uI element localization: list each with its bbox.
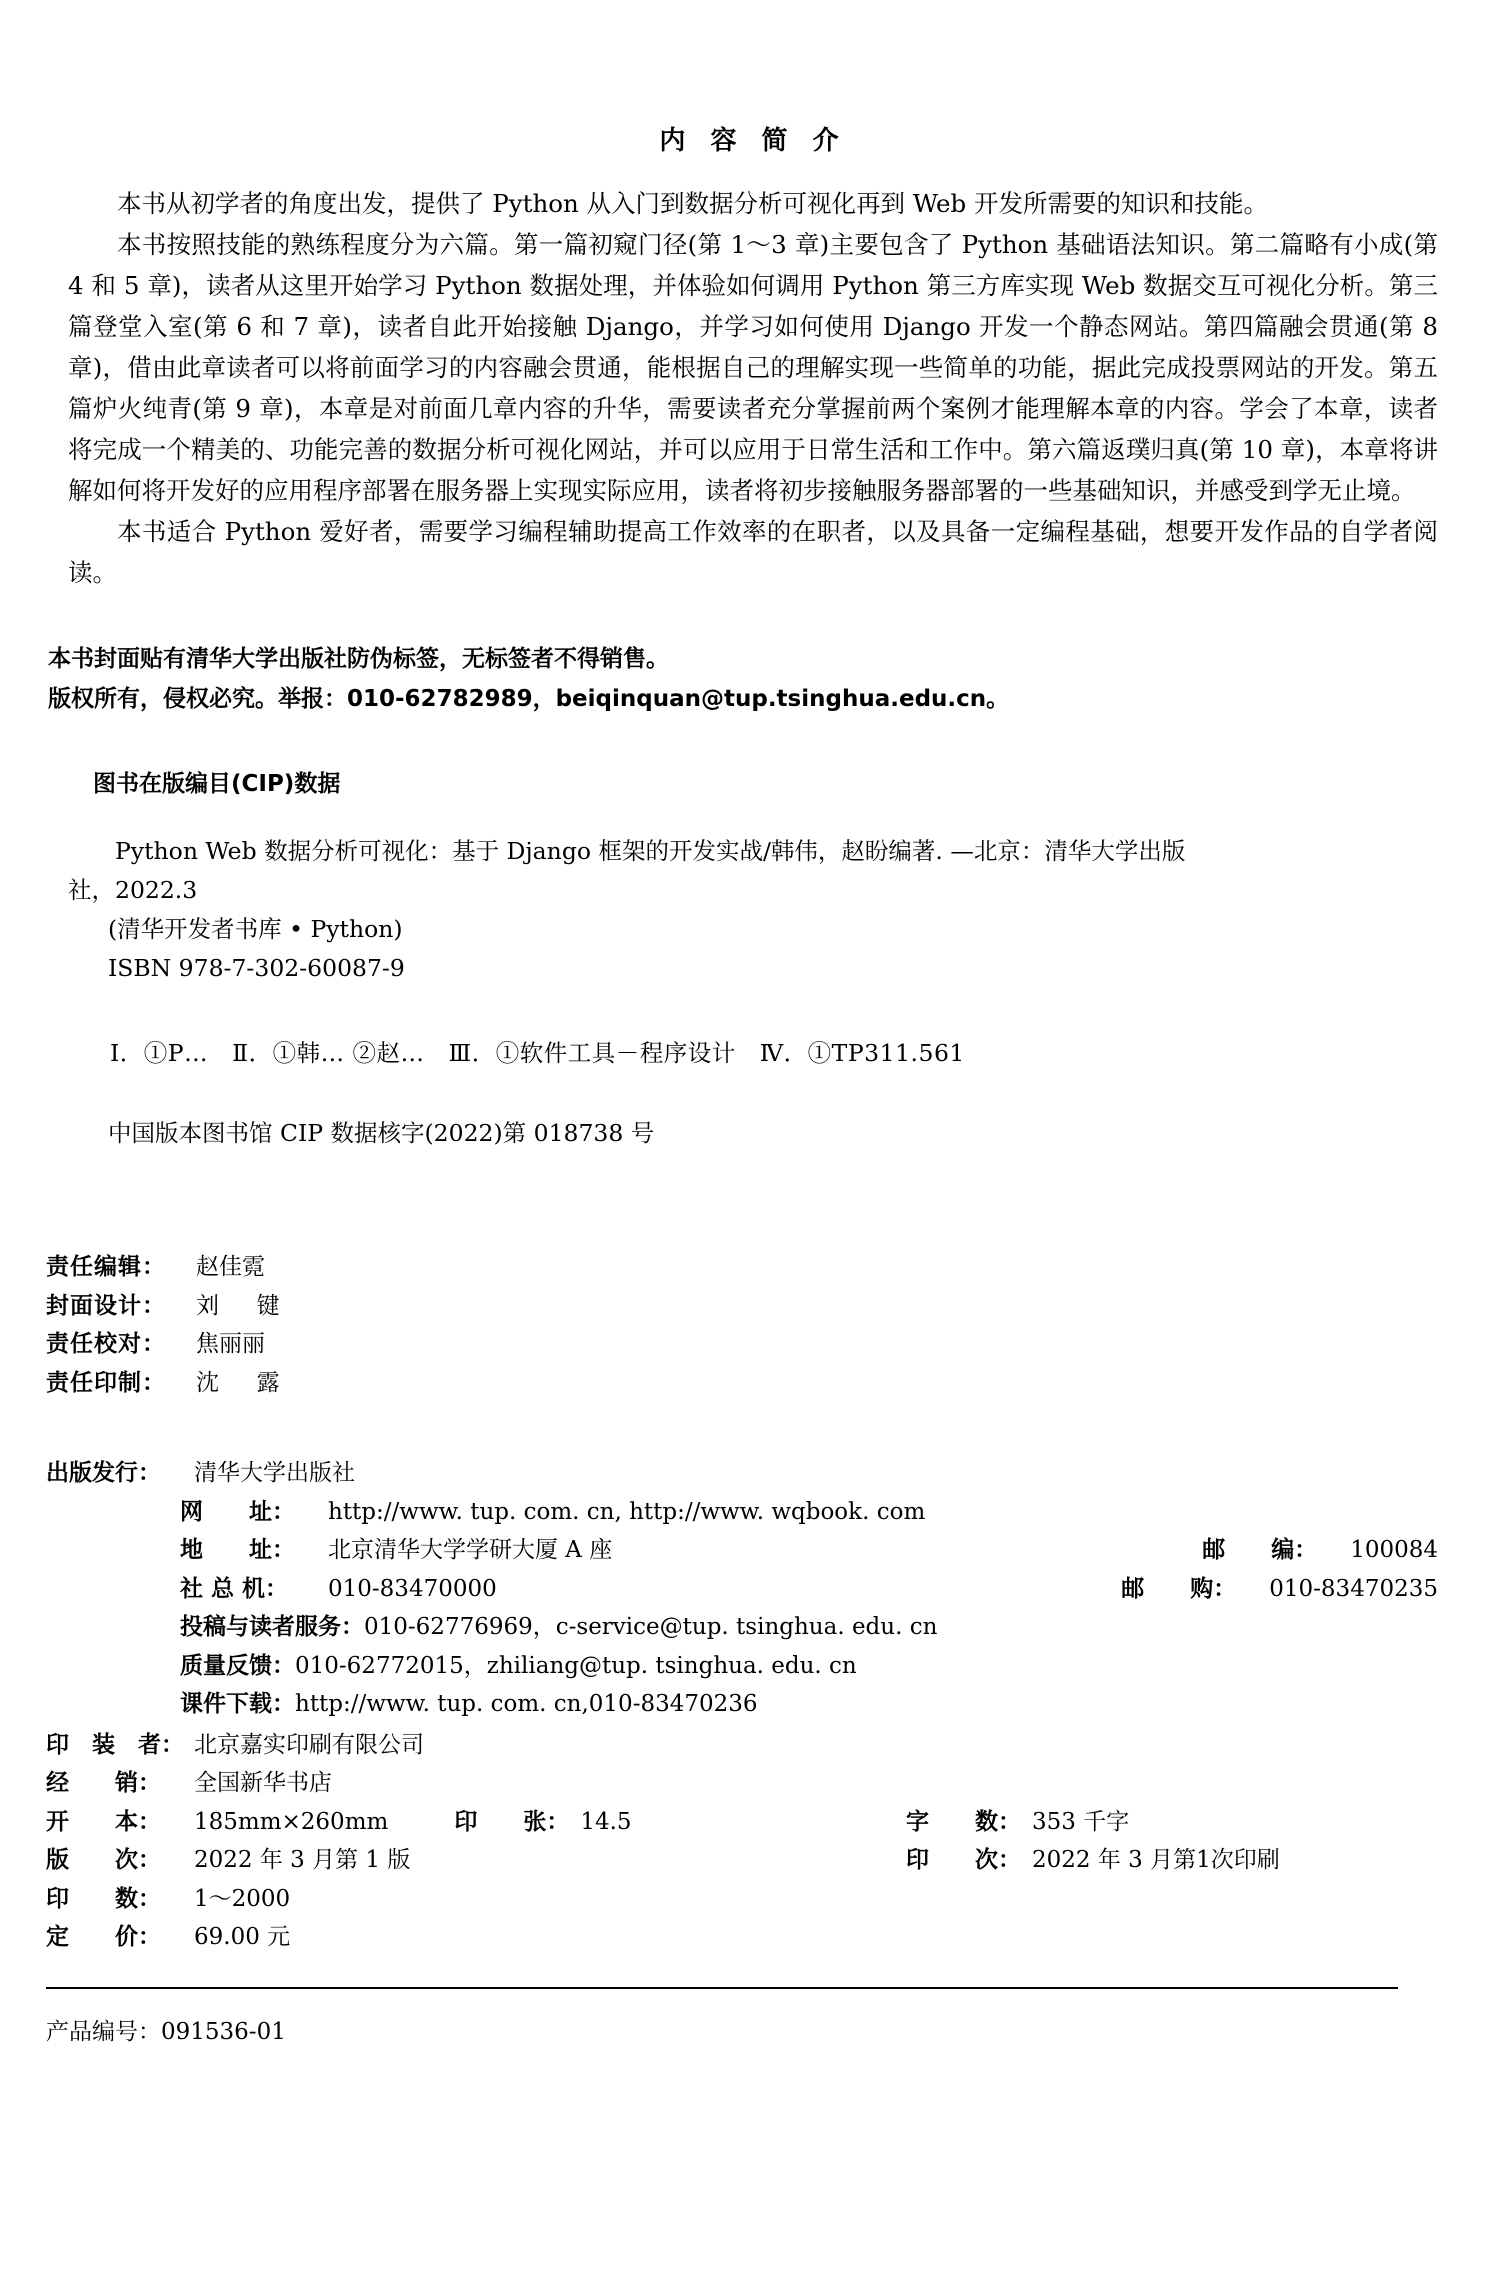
- quality-feedback-label: 质量反馈：: [180, 1652, 295, 1679]
- submission-service-label: 投稿与读者服务：: [180, 1614, 364, 1640]
- credit-label: 责任印制：: [46, 1369, 166, 1396]
- horizontal-divider: [46, 1987, 1398, 1989]
- impression-label: 印 次：: [906, 1847, 1021, 1873]
- cip-title-line: Python Web 数据分析可视化：基于 Django 框架的开发实战/韩伟，赵盼编著. —北京：清华大学出版: [115, 837, 1186, 865]
- website-label: 网 址：: [180, 1498, 295, 1525]
- publisher-value: 清华大学出版社: [194, 1460, 355, 1486]
- credit-value: 焦丽丽: [196, 1331, 265, 1357]
- quality-feedback-value: 010-62772015，zhiliang@tup. tsinghua. edu. cn: [295, 1652, 857, 1679]
- credit-label: 封面设计：: [46, 1292, 166, 1319]
- price-label: 定 价：: [46, 1924, 161, 1950]
- wordcount-group: [906, 1803, 1129, 1842]
- address-value: 北京清华大学学研大厦 A 座: [328, 1537, 613, 1563]
- courseware-download-value: http://www. tup. com. cn,010-83470236: [295, 1691, 758, 1717]
- publisher-row: [46, 1454, 1438, 1493]
- printer-value: 北京嘉实印刷有限公司: [194, 1731, 424, 1758]
- format-label: 开 本：: [46, 1808, 161, 1835]
- courseware-download-row: [180, 1685, 1438, 1724]
- credit-label: 责任编辑：: [46, 1254, 166, 1280]
- postcode-value: 100084: [1350, 1537, 1438, 1563]
- postcode-label: 邮 编：: [1202, 1537, 1318, 1563]
- wordcount-value: 353 千字: [1032, 1808, 1130, 1835]
- address-row: [180, 1531, 1438, 1570]
- cip-record-number: 中国版本图书馆 CIP 数据核字(2022)第 018738 号: [108, 1119, 655, 1147]
- copies-label: 印 数：: [46, 1885, 161, 1912]
- price-row: [46, 1918, 1438, 1957]
- distributor-row: [46, 1764, 1438, 1803]
- price-value: 69.00 元: [194, 1924, 291, 1950]
- credit-row-proofreader: [46, 1325, 1438, 1364]
- website-value: http://www. tup. com. cn, http://www. wqbook. com: [328, 1498, 926, 1525]
- cip-isbn: ISBN 978-7-302-60087-9: [108, 954, 405, 982]
- printer-label: 印 装 者：: [46, 1731, 184, 1758]
- credit-value: 沈 露: [196, 1369, 280, 1396]
- cip-classification: Ⅰ．①P… Ⅱ．①韩… ②赵… Ⅲ．①软件工具－程序设计 Ⅳ．①TP311.561: [110, 1039, 965, 1067]
- edition-value: 2022 年 3 月第 1 版: [194, 1847, 411, 1873]
- switchboard-label: 社 总 机：: [180, 1575, 289, 1602]
- product-number-row: [46, 2013, 1438, 2046]
- copyright-notice: [48, 639, 1438, 719]
- quality-feedback-row: [180, 1647, 1438, 1686]
- credit-value: 赵佳霓: [196, 1254, 265, 1280]
- abstract-paragraph: 本书适合 Python 爱好者，需要学习编程辅助提高工作效率的在职者，以及具备一定编程基础，想要开发作品的自学者阅读。: [68, 517, 1438, 587]
- format-row: [46, 1803, 1438, 1842]
- submission-service-value: 010-62776969，c-service@tup. tsinghua. edu. cn: [364, 1614, 938, 1640]
- abstract-paragraph: 本书从初学者的角度出发，提供了 Python 从入门到数据分析可视化再到 Web 开发所需要的知识和技能。: [117, 189, 1268, 218]
- distributor-label: 经 销：: [46, 1770, 161, 1796]
- address-label: 地 址：: [180, 1537, 295, 1563]
- abstract-section: [68, 183, 1438, 593]
- printer-row: [46, 1726, 1438, 1765]
- format-value: 185mm×260mm: [194, 1808, 389, 1835]
- mailorder-group: [1121, 1570, 1438, 1609]
- cip-title-line-2: 社，2022.3: [68, 876, 198, 904]
- credit-row-print-supervisor: [46, 1364, 1438, 1403]
- copyright-report-notice: 版权所有，侵权必究。举报：010-62782989，beiqinquan@tup.tsinghua.edu.cn。: [48, 686, 1010, 712]
- credit-label: 责任校对：: [46, 1331, 166, 1357]
- publisher-label: 出版发行：: [46, 1460, 161, 1486]
- impression-group: [906, 1841, 1280, 1880]
- switchboard-row: [180, 1570, 1438, 1609]
- sheets-label: 印 张：: [454, 1808, 570, 1835]
- cip-series: (清华开发者书库 • Python): [108, 915, 403, 943]
- mailorder-label: 邮 购：: [1121, 1575, 1237, 1602]
- credit-row-cover-designer: [46, 1287, 1438, 1326]
- copies-row: [46, 1880, 1438, 1919]
- page-title: 内 容 简 介: [659, 126, 847, 156]
- switchboard-value: 010-83470000: [328, 1575, 497, 1602]
- website-row: [180, 1493, 1438, 1532]
- copies-value: 1～2000: [194, 1885, 291, 1912]
- staff-credits: [46, 1248, 1438, 1402]
- cip-body: [68, 832, 1438, 988]
- page-content: [46, 0, 1438, 2046]
- print-specs-block: [46, 1726, 1438, 1957]
- submission-service-row: [180, 1608, 1438, 1647]
- wordcount-label: 字 数：: [906, 1808, 1021, 1835]
- publisher-block: [46, 1454, 1438, 1724]
- credit-row-editor: [46, 1248, 1438, 1287]
- edition-label: 版 次：: [46, 1847, 161, 1873]
- cip-heading: 图书在版编目(CIP)数据: [93, 771, 341, 797]
- mailorder-value: 010-83470235: [1269, 1575, 1438, 1602]
- product-number-value: 091536-01: [161, 2018, 286, 2045]
- sheets-group: [454, 1803, 631, 1842]
- abstract-paragraph: 本书按照技能的熟练程度分为六篇。第一篇初窥门径(第 1～3 章)主要包含了 Python 基础语法知识。第二篇略有小成(第 4 和 5 章)，读者从这里开始学习 Python 数据处理，并体验如何调用 Python 第三方库实现 Web 数据交互可视化分析。第三篇登堂入室(第 6 和 7 章)，读者自此开始接触 Django，并学习如何使用 Django 开发一个静态网站。第四篇融会贯通(第 8 章)，借由此章读者可以将前面学习的内容融会贯通，能根据自己的理解实现一些简单的功能，据此完成投票网站的开发。第五篇炉火纯青(第 9 章)，本章是对前面几章内容的升华，需要读者充分掌握前两个案例才能理解本章的内容。学会了本章，读者将完成一个精美的、功能完善的数据分析可视化网站，并可以应用于日常生活和工作中。第六篇返璞归真(第 10 章)，本章将讲解如何将开发好的应用程序部署在服务器上实现实际应用，读者将初步接触服务器部署的一些基础知识，并感受到学无止境。: [68, 230, 1438, 505]
- postcode-group: [1202, 1531, 1438, 1570]
- impression-value: 2022 年 3 月第1次印刷: [1032, 1847, 1280, 1873]
- credit-value: 刘 键: [196, 1292, 280, 1319]
- anti-counterfeit-notice: 本书封面贴有清华大学出版社防伪标签，无标签者不得销售。: [48, 646, 669, 672]
- edition-row: [46, 1841, 1438, 1880]
- sheets-value: 14.5: [580, 1808, 632, 1835]
- distributor-value: 全国新华书店: [194, 1770, 332, 1796]
- product-number-label: 产品编号：: [46, 2018, 161, 2045]
- courseware-download-label: 课件下载：: [180, 1691, 295, 1717]
